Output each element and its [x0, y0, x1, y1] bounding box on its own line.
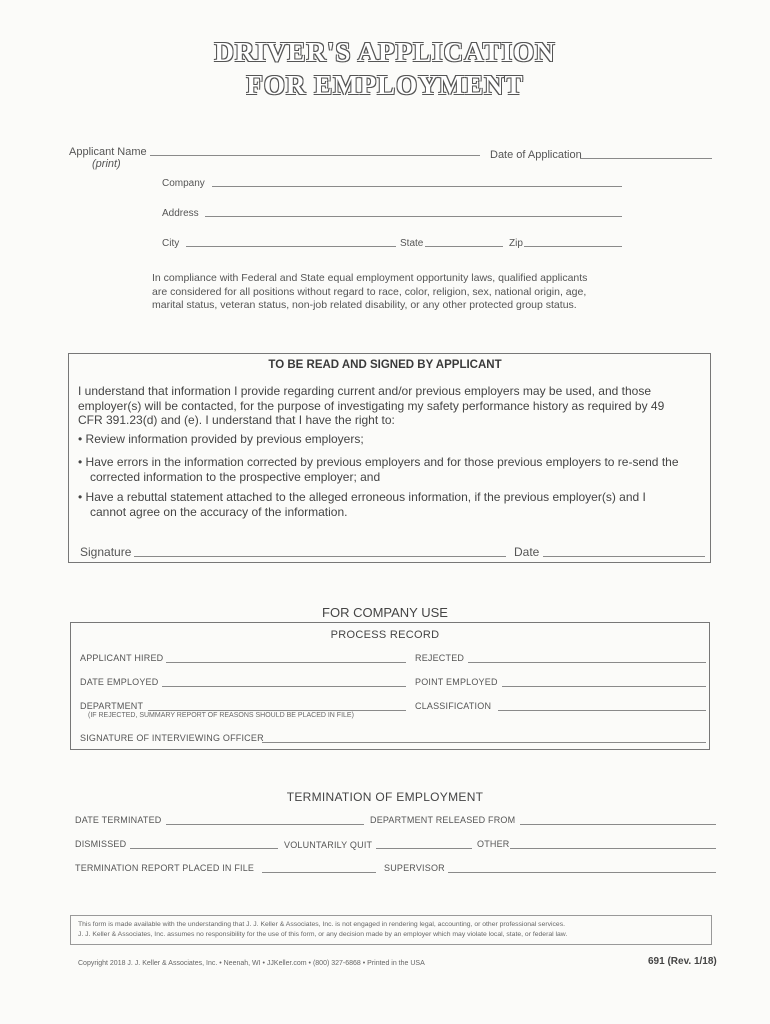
bullet-text: Have a rebuttal statement attached to the alleged erroneous information, if the previous employer(s) and I: [85, 490, 646, 504]
process-record-heading: PROCESS RECORD: [330, 629, 440, 641]
department-released-label: DEPARTMENT RELEASED FROM: [370, 815, 516, 825]
point-employed-label: POINT EMPLOYED: [415, 677, 498, 687]
applicant-name-field[interactable]: [150, 155, 480, 156]
other-label: OTHER: [477, 839, 510, 849]
city-label: City: [162, 238, 180, 249]
compliance-line: marital status, veteran status, non-job related disability, or any other protected group status.: [152, 299, 577, 311]
rejected-field[interactable]: [468, 662, 706, 663]
classification-label: CLASSIFICATION: [415, 701, 492, 711]
acknowledgement-heading: TO BE READ AND SIGNED BY APPLICANT: [268, 359, 502, 371]
copyright-notice: Copyright 2018 J. J. Keller & Associates, Inc. • Neenah, WI • JJKeller.com • (800) 327-6868 • Printed in the USA: [78, 960, 425, 967]
bullet-dot: •: [78, 455, 86, 469]
disclaimer-line: J. J. Keller & Associates, Inc. assumes no responsibility for the use of this form, or any decision made by an employer which may violate local, state, or federal law.: [78, 931, 568, 938]
acknowledgement-line: CFR 391.23(d) and (e). I understand that I have the right to:: [78, 413, 395, 427]
bullet-errors: [78, 455, 708, 484]
zip-field[interactable]: [524, 246, 622, 247]
dismissed-label: DISMISSED: [75, 839, 127, 849]
date-employed-label: DATE EMPLOYED: [80, 677, 159, 687]
form-number: 691 (Rev. 1/18): [648, 956, 717, 967]
supervisor-field[interactable]: [448, 872, 716, 873]
compliance-line: are considered for all positions without regard to race, color, religion, sex, national origin, age,: [152, 285, 587, 298]
print-label: (print): [92, 158, 121, 170]
zip-label: Zip: [509, 238, 523, 249]
company-field[interactable]: [212, 186, 622, 187]
state-field[interactable]: [425, 246, 503, 247]
interviewing-officer-field[interactable]: [262, 742, 706, 743]
report-placed-field[interactable]: [262, 872, 376, 873]
company-label: Company: [162, 178, 205, 189]
bullet-text: corrected information to the prospective employer; and: [90, 469, 381, 484]
rejected-label: REJECTED: [415, 653, 465, 663]
acknowledgement-line: employer(s) will be contacted, for the purpose of investigating my safety performance history as required by 49: [78, 398, 665, 413]
classification-field[interactable]: [498, 710, 706, 711]
signature-field[interactable]: [134, 556, 506, 557]
disclaimer-line: This form is made available with the understanding that J. J. Keller & Associates, Inc. is not engaged in rendering legal, accounting, or other professional services.: [78, 921, 565, 928]
date-of-application-label: Date of Application: [490, 149, 582, 161]
address-field[interactable]: [205, 216, 622, 217]
bullet-rebuttal: [78, 490, 708, 519]
supervisor-label: SUPERVISOR: [384, 863, 445, 873]
state-label: State: [400, 238, 424, 249]
applicant-hired-label: APPLICANT HIRED: [80, 653, 164, 663]
date-employed-field[interactable]: [162, 686, 406, 687]
city-field[interactable]: [186, 246, 396, 247]
bullet-review: [78, 432, 364, 447]
department-field[interactable]: [148, 710, 406, 711]
signature-label: Signature: [80, 545, 132, 559]
point-employed-field[interactable]: [502, 686, 706, 687]
applicant-name-label: Applicant Name: [69, 146, 147, 158]
bullet-text: Have errors in the information corrected by previous employers and for those previous employers to re-send the: [85, 455, 679, 469]
acknowledgement-line: I understand that information I provide regarding current and/or previous employers may be used, and those: [78, 384, 651, 398]
bullet-text: cannot agree on the accuracy of the information.: [90, 504, 348, 519]
bullet-dot: •: [78, 490, 86, 504]
dismissed-field[interactable]: [130, 848, 278, 849]
acknowledgement-paragraph: [78, 384, 708, 428]
form-title-line1: DRIVER'S APPLICATION: [214, 37, 556, 67]
report-placed-label: TERMINATION REPORT PLACED IN FILE: [75, 863, 255, 873]
department-note: (IF REJECTED, SUMMARY REPORT OF REASONS SHOULD BE PLACED IN FILE): [88, 712, 354, 719]
voluntarily-quit-field[interactable]: [376, 848, 472, 849]
applicant-hired-field[interactable]: [166, 662, 406, 663]
voluntarily-quit-label: VOLUNTARILY QUIT: [284, 840, 373, 850]
signature-date-field[interactable]: [543, 556, 705, 557]
interviewing-officer-label: SIGNATURE OF INTERVIEWING OFFICER: [80, 733, 264, 743]
form-title-line2: FOR EMPLOYMENT: [246, 70, 524, 100]
disclaimer-text: [78, 920, 710, 940]
signature-date-label: Date: [514, 545, 540, 559]
department-label: DEPARTMENT: [80, 701, 144, 711]
bullet-dot: •: [78, 432, 86, 446]
compliance-line: In compliance with Federal and State equal employment opportunity laws, qualified applicants: [152, 272, 588, 284]
date-terminated-field[interactable]: [166, 824, 364, 825]
date-of-application-field[interactable]: [580, 158, 712, 159]
other-field[interactable]: [510, 848, 716, 849]
termination-heading: TERMINATION OF EMPLOYMENT: [286, 790, 484, 804]
company-use-heading: FOR COMPANY USE: [322, 605, 448, 620]
address-label: Address: [162, 208, 199, 219]
bullet-text: Review information provided by previous employers;: [85, 432, 364, 446]
department-released-field[interactable]: [520, 824, 716, 825]
compliance-statement: [152, 272, 652, 313]
date-terminated-label: DATE TERMINATED: [75, 815, 162, 825]
